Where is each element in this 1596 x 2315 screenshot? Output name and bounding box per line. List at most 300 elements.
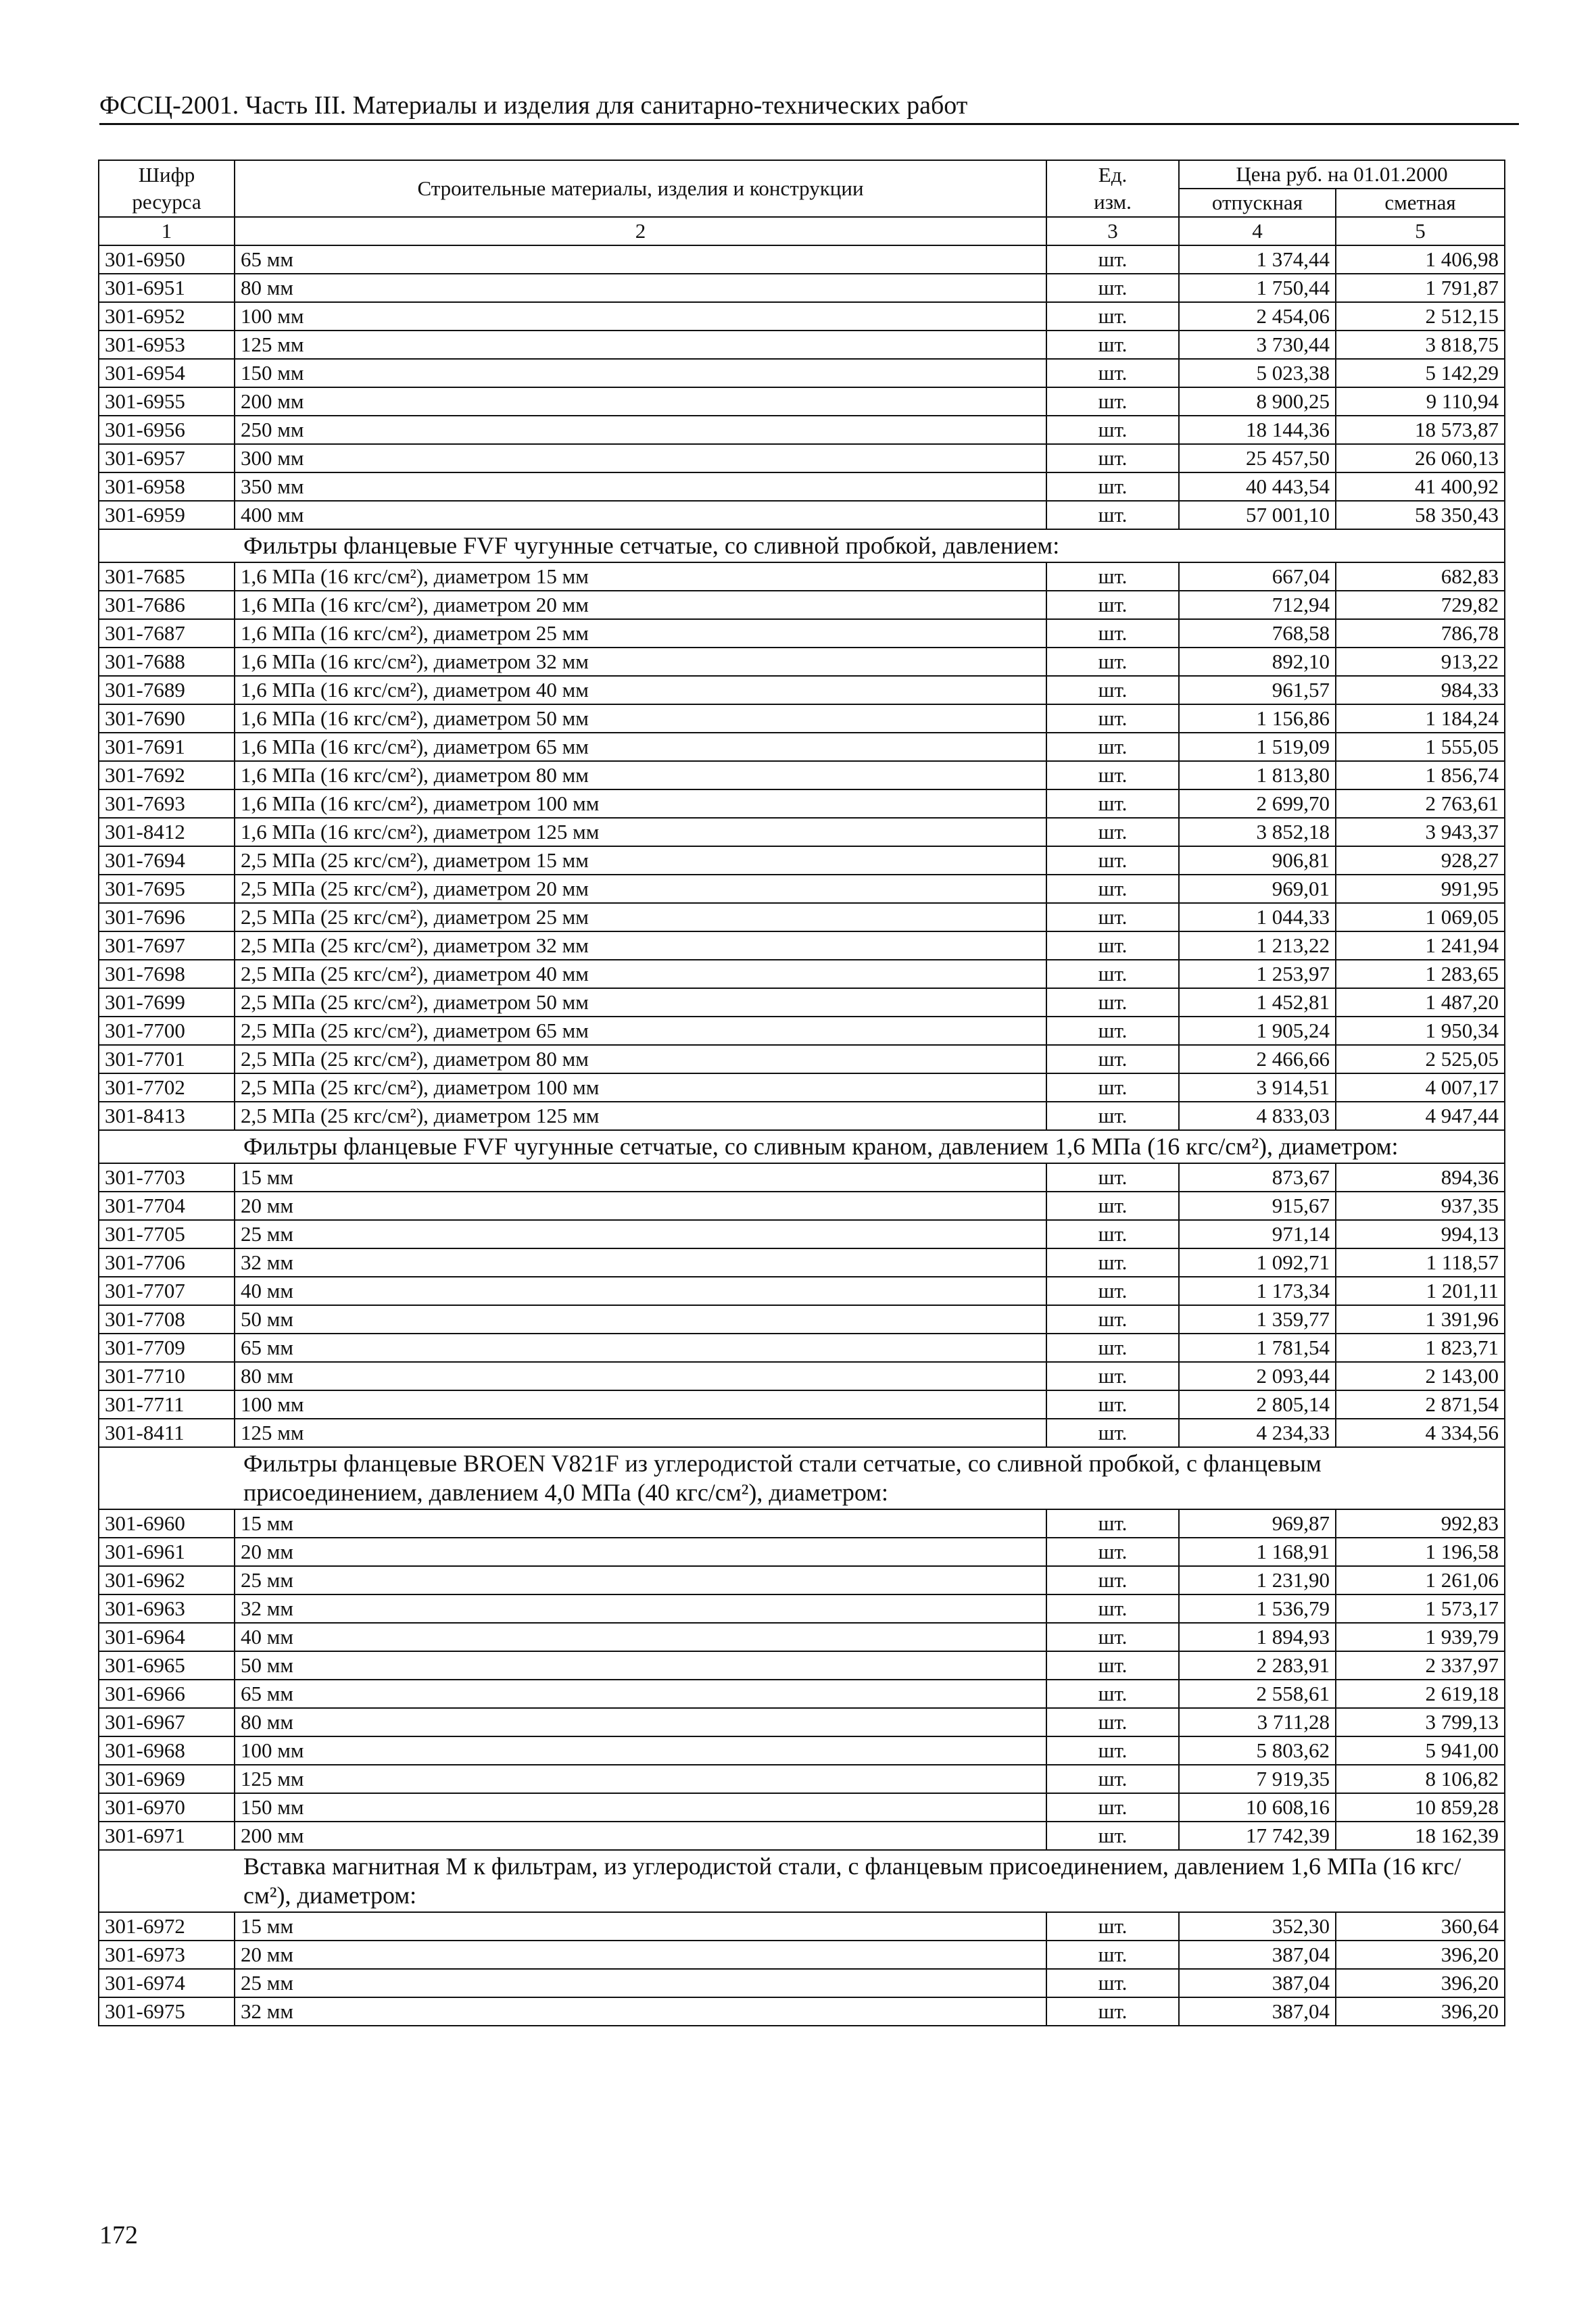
- cell-unit: шт.: [1046, 274, 1179, 302]
- cell-release-price: 387,04: [1179, 1997, 1336, 2026]
- cell-name: 20 мм: [235, 1192, 1046, 1220]
- table-row: [99, 761, 1505, 789]
- cell-name: 65 мм: [235, 1680, 1046, 1708]
- cell-unit: шт.: [1046, 1765, 1179, 1793]
- table-row: [99, 562, 1505, 591]
- cell-name: 2,5 МПа (25 кгс/см²), диаметром 25 мм: [235, 903, 1046, 931]
- table-row: [99, 619, 1505, 648]
- cell-name: 2,5 МПа (25 кгс/см²), диаметром 80 мм: [235, 1045, 1046, 1073]
- table-row: [99, 472, 1505, 501]
- cell-name: 100 мм: [235, 1390, 1046, 1419]
- cell-release-price: 971,14: [1179, 1220, 1336, 1248]
- cell-estimate-price: 5 941,00: [1336, 1736, 1505, 1765]
- cell-estimate-price: 1 118,57: [1336, 1248, 1505, 1277]
- table-row: [99, 1997, 1505, 2026]
- header-code-line2: ресурса: [132, 190, 201, 214]
- cell-estimate-price: 1 406,98: [1336, 245, 1505, 274]
- cell-release-price: 1 173,34: [1179, 1277, 1336, 1305]
- cell-unit: шт.: [1046, 472, 1179, 501]
- table-row: [99, 1045, 1505, 1073]
- cell-release-price: 1 213,22: [1179, 931, 1336, 960]
- cell-release-price: 2 805,14: [1179, 1390, 1336, 1419]
- cell-release-price: 712,94: [1179, 591, 1336, 619]
- cell-estimate-price: 2 763,61: [1336, 789, 1505, 818]
- cell-unit: шт.: [1046, 960, 1179, 988]
- cell-name: 20 мм: [235, 1941, 1046, 1969]
- cell-release-price: 3 711,28: [1179, 1708, 1336, 1736]
- cell-unit: шт.: [1046, 1192, 1179, 1220]
- table-row: [99, 789, 1505, 818]
- cell-code: 301-6971: [99, 1822, 235, 1850]
- cell-unit: шт.: [1046, 1566, 1179, 1594]
- cell-unit: шт.: [1046, 931, 1179, 960]
- cell-code: 301-7697: [99, 931, 235, 960]
- cell-estimate-price: 913,22: [1336, 648, 1505, 676]
- cell-name: 250 мм: [235, 416, 1046, 444]
- cell-unit: шт.: [1046, 733, 1179, 761]
- cell-release-price: 5 803,62: [1179, 1736, 1336, 1765]
- cell-release-price: 8 900,25: [1179, 387, 1336, 416]
- cell-name: 125 мм: [235, 1419, 1046, 1447]
- cell-unit: шт.: [1046, 988, 1179, 1017]
- table-row: [99, 1736, 1505, 1765]
- header-unit-line1: Ед.: [1098, 163, 1128, 187]
- table-row: [99, 416, 1505, 444]
- table-row: [99, 903, 1505, 931]
- cell-release-price: 5 023,38: [1179, 359, 1336, 387]
- cell-estimate-price: 1 950,34: [1336, 1017, 1505, 1045]
- cell-estimate-price: 4 007,17: [1336, 1073, 1505, 1102]
- cell-name: 1,6 МПа (16 кгс/см²), диаметром 80 мм: [235, 761, 1046, 789]
- table-row: [99, 1822, 1505, 1850]
- cell-release-price: 4 833,03: [1179, 1102, 1336, 1130]
- cell-code: 301-8412: [99, 818, 235, 846]
- table-row: [99, 501, 1505, 529]
- cell-name: 2,5 МПа (25 кгс/см²), диаметром 32 мм: [235, 931, 1046, 960]
- header-code-line1: Шифр: [138, 163, 195, 187]
- cell-name: 200 мм: [235, 1822, 1046, 1850]
- cell-code: 301-6953: [99, 331, 235, 359]
- table-row: [99, 1765, 1505, 1793]
- cell-name: 1,6 МПа (16 кгс/см²), диаметром 25 мм: [235, 619, 1046, 648]
- cell-unit: шт.: [1046, 1305, 1179, 1334]
- cell-release-price: 40 443,54: [1179, 472, 1336, 501]
- cell-estimate-price: 1 201,11: [1336, 1277, 1505, 1305]
- cell-release-price: 1 168,91: [1179, 1538, 1336, 1566]
- cell-estimate-price: 1 555,05: [1336, 733, 1505, 761]
- cell-estimate-price: 894,36: [1336, 1163, 1505, 1192]
- cell-name: 40 мм: [235, 1623, 1046, 1651]
- cell-estimate-price: 396,20: [1336, 1969, 1505, 1997]
- cell-name: 150 мм: [235, 359, 1046, 387]
- cell-unit: шт.: [1046, 1163, 1179, 1192]
- cell-estimate-price: 786,78: [1336, 619, 1505, 648]
- cell-release-price: 1 452,81: [1179, 988, 1336, 1017]
- cell-code: 301-7702: [99, 1073, 235, 1102]
- cell-estimate-price: 937,35: [1336, 1192, 1505, 1220]
- cell-unit: шт.: [1046, 1017, 1179, 1045]
- cell-name: 20 мм: [235, 1538, 1046, 1566]
- cell-code: 301-6966: [99, 1680, 235, 1708]
- cell-unit: шт.: [1046, 903, 1179, 931]
- cell-release-price: 1 374,44: [1179, 245, 1336, 274]
- cell-code: 301-6973: [99, 1941, 235, 1969]
- cell-release-price: 57 001,10: [1179, 501, 1336, 529]
- cell-name: 350 мм: [235, 472, 1046, 501]
- table-row: [99, 591, 1505, 619]
- cell-estimate-price: 682,83: [1336, 562, 1505, 591]
- cell-release-price: 387,04: [1179, 1941, 1336, 1969]
- table-row: [99, 846, 1505, 875]
- table-row: [99, 960, 1505, 988]
- cell-name: 25 мм: [235, 1969, 1046, 1997]
- cell-estimate-price: 3 799,13: [1336, 1708, 1505, 1736]
- section-heading-row: [99, 1850, 1505, 1912]
- cell-estimate-price: 1 283,65: [1336, 960, 1505, 988]
- cell-code: 301-7711: [99, 1390, 235, 1419]
- cell-code: 301-6968: [99, 1736, 235, 1765]
- cell-estimate-price: 2 143,00: [1336, 1362, 1505, 1390]
- cell-code: 301-7709: [99, 1334, 235, 1362]
- page-header-title: ФССЦ-2001. Часть III. Материалы и изделия для санитарно-технических работ: [99, 89, 1519, 125]
- table-row: [99, 1073, 1505, 1102]
- cell-name: 125 мм: [235, 1765, 1046, 1793]
- cell-release-price: 1 253,97: [1179, 960, 1336, 988]
- cell-unit: шт.: [1046, 789, 1179, 818]
- cell-estimate-price: 2 337,97: [1336, 1651, 1505, 1680]
- cell-release-price: 892,10: [1179, 648, 1336, 676]
- table-row: [99, 733, 1505, 761]
- cell-name: 80 мм: [235, 1708, 1046, 1736]
- cell-estimate-price: 3 818,75: [1336, 331, 1505, 359]
- cell-unit: шт.: [1046, 1390, 1179, 1419]
- cell-release-price: 2 558,61: [1179, 1680, 1336, 1708]
- cell-estimate-price: 396,20: [1336, 1941, 1505, 1969]
- cell-code: 301-7707: [99, 1277, 235, 1305]
- column-number: 1: [99, 217, 235, 245]
- cell-code: 301-6954: [99, 359, 235, 387]
- section-heading-row: [99, 1130, 1505, 1163]
- cell-estimate-price: 1 939,79: [1336, 1623, 1505, 1651]
- cell-estimate-price: 2 619,18: [1336, 1680, 1505, 1708]
- table-row: [99, 1941, 1505, 1969]
- cell-release-price: 2 454,06: [1179, 302, 1336, 331]
- cell-unit: шт.: [1046, 846, 1179, 875]
- cell-name: 15 мм: [235, 1163, 1046, 1192]
- cell-unit: шт.: [1046, 416, 1179, 444]
- column-number: 5: [1336, 217, 1505, 245]
- cell-estimate-price: 18 162,39: [1336, 1822, 1505, 1850]
- cell-unit: шт.: [1046, 1793, 1179, 1822]
- cell-code: 301-7705: [99, 1220, 235, 1248]
- section-heading: Фильтры фланцевые FVF чугунные сетчатые, со сливным краном, давлением 1,6 МПа (16 кгс/см²), диаметром:: [99, 1130, 1505, 1163]
- cell-release-price: 2 466,66: [1179, 1045, 1336, 1073]
- cell-release-price: 1 092,71: [1179, 1248, 1336, 1277]
- section-heading-row: [99, 1447, 1505, 1509]
- table-row: [99, 1912, 1505, 1941]
- cell-name: 2,5 МПа (25 кгс/см²), диаметром 125 мм: [235, 1102, 1046, 1130]
- cell-unit: шт.: [1046, 1822, 1179, 1850]
- table-row: [99, 1566, 1505, 1594]
- table-row: [99, 1623, 1505, 1651]
- cell-unit: шт.: [1046, 1045, 1179, 1073]
- table-row: [99, 331, 1505, 359]
- cell-unit: шт.: [1046, 1708, 1179, 1736]
- cell-name: 400 мм: [235, 501, 1046, 529]
- cell-estimate-price: 360,64: [1336, 1912, 1505, 1941]
- cell-unit: шт.: [1046, 1248, 1179, 1277]
- cell-unit: шт.: [1046, 302, 1179, 331]
- cell-name: 200 мм: [235, 387, 1046, 416]
- cell-code: 301-6955: [99, 387, 235, 416]
- cell-code: 301-7689: [99, 676, 235, 704]
- table-row: [99, 875, 1505, 903]
- cell-release-price: 969,87: [1179, 1509, 1336, 1538]
- cell-unit: шт.: [1046, 1419, 1179, 1447]
- cell-estimate-price: 8 106,82: [1336, 1765, 1505, 1793]
- cell-code: 301-6967: [99, 1708, 235, 1736]
- header-unit-line2: изм.: [1094, 190, 1132, 214]
- cell-release-price: 1 519,09: [1179, 733, 1336, 761]
- cell-estimate-price: 58 350,43: [1336, 501, 1505, 529]
- table-row: [99, 931, 1505, 960]
- cell-unit: шт.: [1046, 387, 1179, 416]
- cell-unit: шт.: [1046, 444, 1179, 472]
- cell-name: 2,5 МПа (25 кгс/см²), диаметром 20 мм: [235, 875, 1046, 903]
- cell-unit: шт.: [1046, 875, 1179, 903]
- table-row: [99, 1334, 1505, 1362]
- table-row: [99, 1362, 1505, 1390]
- table-row: [99, 676, 1505, 704]
- cell-unit: шт.: [1046, 1277, 1179, 1305]
- cell-code: 301-6972: [99, 1912, 235, 1941]
- cell-estimate-price: 2 871,54: [1336, 1390, 1505, 1419]
- cell-code: 301-7693: [99, 789, 235, 818]
- cell-name: 40 мм: [235, 1277, 1046, 1305]
- cell-estimate-price: 1 241,94: [1336, 931, 1505, 960]
- cell-release-price: 2 093,44: [1179, 1362, 1336, 1390]
- column-number: 3: [1046, 217, 1179, 245]
- cell-code: 301-7703: [99, 1163, 235, 1192]
- price-table-body: [99, 160, 1505, 2026]
- cell-code: 301-6950: [99, 245, 235, 274]
- cell-release-price: 1 750,44: [1179, 274, 1336, 302]
- cell-name: 50 мм: [235, 1305, 1046, 1334]
- table-row: [99, 818, 1505, 846]
- cell-name: 2,5 МПа (25 кгс/см²), диаметром 65 мм: [235, 1017, 1046, 1045]
- table-row: [99, 1277, 1505, 1305]
- cell-unit: шт.: [1046, 818, 1179, 846]
- cell-unit: шт.: [1046, 1651, 1179, 1680]
- cell-unit: шт.: [1046, 1623, 1179, 1651]
- cell-code: 301-7685: [99, 562, 235, 591]
- cell-release-price: 3 730,44: [1179, 331, 1336, 359]
- cell-code: 301-6965: [99, 1651, 235, 1680]
- column-number: 2: [235, 217, 1046, 245]
- cell-release-price: 1 781,54: [1179, 1334, 1336, 1362]
- table-row: [99, 1538, 1505, 1566]
- cell-unit: шт.: [1046, 619, 1179, 648]
- cell-release-price: 2 699,70: [1179, 789, 1336, 818]
- cell-code: 301-6975: [99, 1997, 235, 2026]
- cell-estimate-price: 984,33: [1336, 676, 1505, 704]
- cell-unit: шт.: [1046, 761, 1179, 789]
- cell-unit: шт.: [1046, 1594, 1179, 1623]
- cell-code: 301-6960: [99, 1509, 235, 1538]
- cell-name: 1,6 МПа (16 кгс/см²), диаметром 100 мм: [235, 789, 1046, 818]
- column-number-row: [99, 217, 1505, 245]
- table-row: [99, 444, 1505, 472]
- cell-release-price: 873,67: [1179, 1163, 1336, 1192]
- cell-release-price: 18 144,36: [1179, 416, 1336, 444]
- cell-release-price: 387,04: [1179, 1969, 1336, 1997]
- table-row: [99, 1017, 1505, 1045]
- cell-release-price: 352,30: [1179, 1912, 1336, 1941]
- cell-estimate-price: 18 573,87: [1336, 416, 1505, 444]
- cell-name: 2,5 МПа (25 кгс/см²), диаметром 50 мм: [235, 988, 1046, 1017]
- cell-name: 100 мм: [235, 302, 1046, 331]
- cell-estimate-price: 4 947,44: [1336, 1102, 1505, 1130]
- cell-release-price: 768,58: [1179, 619, 1336, 648]
- header-code: [99, 160, 235, 217]
- cell-code: 301-7691: [99, 733, 235, 761]
- cell-release-price: 1 894,93: [1179, 1623, 1336, 1651]
- cell-code: 301-7687: [99, 619, 235, 648]
- cell-estimate-price: 2 512,15: [1336, 302, 1505, 331]
- cell-estimate-price: 9 110,94: [1336, 387, 1505, 416]
- price-table: [98, 160, 1505, 2026]
- cell-estimate-price: 1 791,87: [1336, 274, 1505, 302]
- cell-name: 50 мм: [235, 1651, 1046, 1680]
- cell-release-price: 915,67: [1179, 1192, 1336, 1220]
- cell-release-price: 3 914,51: [1179, 1073, 1336, 1102]
- cell-code: 301-7706: [99, 1248, 235, 1277]
- cell-estimate-price: 1 487,20: [1336, 988, 1505, 1017]
- cell-name: 1,6 МПа (16 кгс/см²), диаметром 50 мм: [235, 704, 1046, 733]
- header-name: Строительные материалы, изделия и конструкции: [235, 160, 1046, 217]
- cell-unit: шт.: [1046, 591, 1179, 619]
- cell-estimate-price: 26 060,13: [1336, 444, 1505, 472]
- table-row: [99, 245, 1505, 274]
- cell-code: 301-6959: [99, 501, 235, 529]
- cell-code: 301-6970: [99, 1793, 235, 1822]
- cell-name: 2,5 МПа (25 кгс/см²), диаметром 100 мм: [235, 1073, 1046, 1102]
- column-number: 4: [1179, 217, 1336, 245]
- section-heading: Вставка магнитная М к фильтрам, из углеродистой стали, с фланцевым присоединением, давлением 1,6 МПа (16 кгс/см²), диаметром:: [99, 1850, 1505, 1912]
- cell-code: 301-6952: [99, 302, 235, 331]
- cell-name: 1,6 МПа (16 кгс/см²), диаметром 65 мм: [235, 733, 1046, 761]
- cell-release-price: 10 608,16: [1179, 1793, 1336, 1822]
- cell-code: 301-7688: [99, 648, 235, 676]
- cell-name: 150 мм: [235, 1793, 1046, 1822]
- cell-code: 301-6956: [99, 416, 235, 444]
- cell-unit: шт.: [1046, 1362, 1179, 1390]
- cell-name: 1,6 МПа (16 кгс/см²), диаметром 40 мм: [235, 676, 1046, 704]
- cell-name: 2,5 МПа (25 кгс/см²), диаметром 40 мм: [235, 960, 1046, 988]
- cell-release-price: 4 234,33: [1179, 1419, 1336, 1447]
- cell-estimate-price: 2 525,05: [1336, 1045, 1505, 1073]
- cell-code: 301-8411: [99, 1419, 235, 1447]
- cell-release-price: 1 231,90: [1179, 1566, 1336, 1594]
- cell-name: 32 мм: [235, 1997, 1046, 2026]
- header-estimate-price: сметная: [1336, 189, 1505, 217]
- table-row: [99, 1680, 1505, 1708]
- cell-release-price: 906,81: [1179, 846, 1336, 875]
- cell-release-price: 667,04: [1179, 562, 1336, 591]
- cell-release-price: 1 905,24: [1179, 1017, 1336, 1045]
- cell-unit: шт.: [1046, 562, 1179, 591]
- cell-name: 15 мм: [235, 1509, 1046, 1538]
- cell-name: 1,6 МПа (16 кгс/см²), диаметром 15 мм: [235, 562, 1046, 591]
- cell-unit: шт.: [1046, 1680, 1179, 1708]
- cell-name: 2,5 МПа (25 кгс/см²), диаметром 15 мм: [235, 846, 1046, 875]
- table-row: [99, 1220, 1505, 1248]
- cell-code: 301-7699: [99, 988, 235, 1017]
- cell-code: 301-8413: [99, 1102, 235, 1130]
- table-row: [99, 302, 1505, 331]
- cell-unit: шт.: [1046, 1941, 1179, 1969]
- cell-name: 32 мм: [235, 1594, 1046, 1623]
- cell-name: 125 мм: [235, 331, 1046, 359]
- cell-release-price: 1 156,86: [1179, 704, 1336, 733]
- table-row: [99, 387, 1505, 416]
- cell-code: 301-7708: [99, 1305, 235, 1334]
- cell-code: 301-6964: [99, 1623, 235, 1651]
- cell-code: 301-6962: [99, 1566, 235, 1594]
- cell-name: 1,6 МПа (16 кгс/см²), диаметром 32 мм: [235, 648, 1046, 676]
- cell-code: 301-7710: [99, 1362, 235, 1390]
- table-row: [99, 704, 1505, 733]
- cell-unit: шт.: [1046, 1509, 1179, 1538]
- cell-name: 100 мм: [235, 1736, 1046, 1765]
- cell-unit: шт.: [1046, 1334, 1179, 1362]
- cell-estimate-price: 3 943,37: [1336, 818, 1505, 846]
- cell-release-price: 969,01: [1179, 875, 1336, 903]
- cell-estimate-price: 1 391,96: [1336, 1305, 1505, 1334]
- cell-name: 15 мм: [235, 1912, 1046, 1941]
- table-row: [99, 1594, 1505, 1623]
- cell-estimate-price: 1 184,24: [1336, 704, 1505, 733]
- table-header-row: [99, 160, 1505, 189]
- table-row: [99, 1163, 1505, 1192]
- cell-release-price: 2 283,91: [1179, 1651, 1336, 1680]
- cell-release-price: 1 359,77: [1179, 1305, 1336, 1334]
- section-heading: Фильтры фланцевые BROEN V821F из углеродистой стали сетчатые, со сливной пробкой, с фланцевым присоединением, давлением 4,0 МПа (40 кгс/см²), диаметром:: [99, 1447, 1505, 1509]
- header-unit: [1046, 160, 1179, 217]
- cell-estimate-price: 992,83: [1336, 1509, 1505, 1538]
- cell-estimate-price: 1 856,74: [1336, 761, 1505, 789]
- table-row: [99, 648, 1505, 676]
- cell-code: 301-7686: [99, 591, 235, 619]
- table-row: [99, 1192, 1505, 1220]
- cell-name: 25 мм: [235, 1220, 1046, 1248]
- cell-release-price: 1 044,33: [1179, 903, 1336, 931]
- cell-code: 301-7696: [99, 903, 235, 931]
- cell-estimate-price: 4 334,56: [1336, 1419, 1505, 1447]
- cell-code: 301-6958: [99, 472, 235, 501]
- table-row: [99, 988, 1505, 1017]
- cell-unit: шт.: [1046, 648, 1179, 676]
- cell-name: 65 мм: [235, 1334, 1046, 1362]
- cell-release-price: 17 742,39: [1179, 1822, 1336, 1850]
- table-row: [99, 1248, 1505, 1277]
- page-number: 172: [99, 2221, 138, 2249]
- cell-unit: шт.: [1046, 1736, 1179, 1765]
- cell-code: 301-6957: [99, 444, 235, 472]
- cell-estimate-price: 1 196,58: [1336, 1538, 1505, 1566]
- cell-estimate-price: 10 859,28: [1336, 1793, 1505, 1822]
- cell-unit: шт.: [1046, 501, 1179, 529]
